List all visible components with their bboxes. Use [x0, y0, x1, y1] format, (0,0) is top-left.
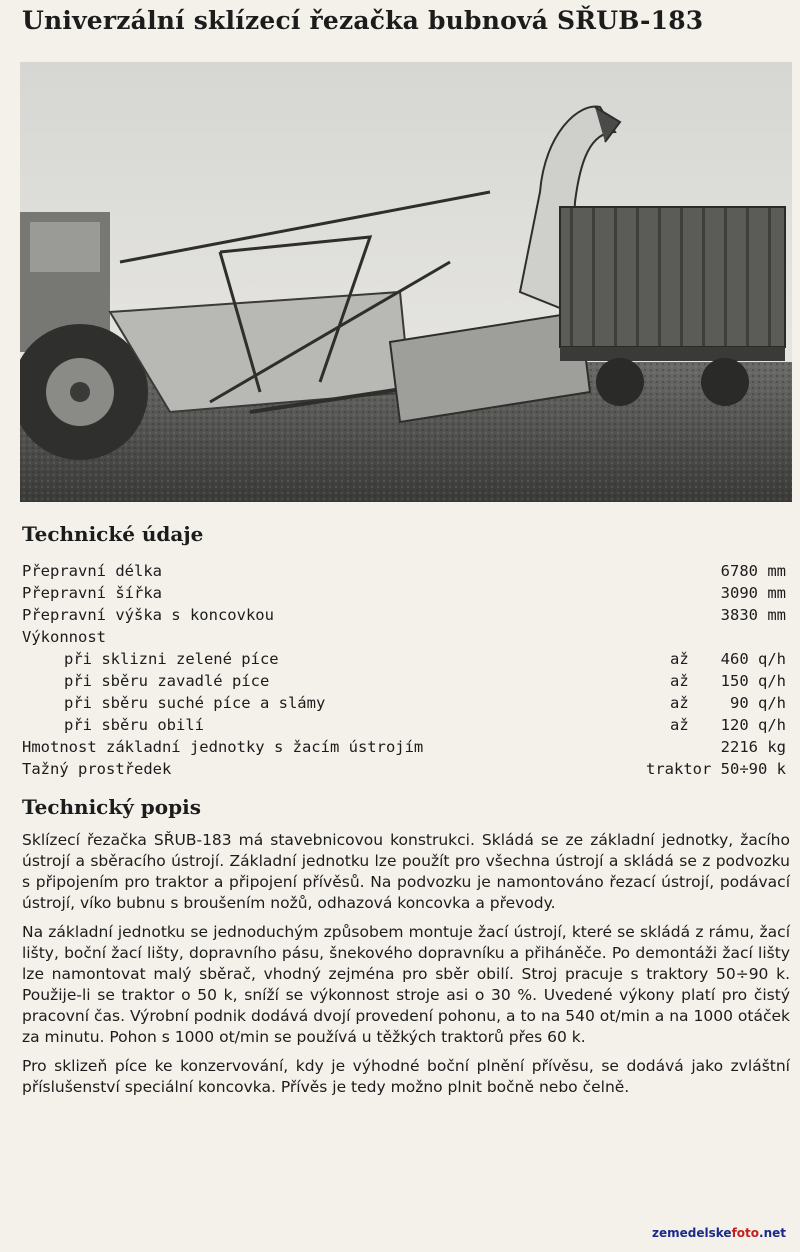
harvester-photo — [20, 62, 792, 502]
spec-value: traktor 50÷90 k — [646, 760, 786, 778]
spec-value: 6780 mm — [720, 562, 786, 580]
spec-row — [22, 714, 790, 736]
spec-row — [22, 582, 790, 604]
page-title: Univerzální sklízecí řezačka bubnová SŘUB-183 — [22, 6, 704, 35]
paragraph: Sklízecí řezačka SŘUB-183 má stavebnicovou konstrukci. Skládá se ze základní jednotky, žacího ústrojí a sběracího ústrojí. Základní jednotku lze použít pro všechna ústrojí a skládá se z podvozku s připojením pro traktor a připojení přívěsů. Na podvozku je namontováno řezací ústrojí, podávací ústrojí, víko bubnu s broušením nožů, odhazová koncovka a převody. — [22, 831, 790, 912]
spec-value: 460 q/h — [720, 650, 786, 668]
spec-label: při sběru obilí — [64, 716, 204, 734]
spec-row — [22, 736, 790, 758]
spec-label: při sběru zavadlé píce — [64, 672, 270, 690]
spec-row — [22, 670, 790, 692]
watermark: zemedelskefoto.net — [652, 1226, 786, 1240]
spec-label: Tažný prostředek — [22, 760, 172, 778]
spec-value: 90 q/h — [730, 694, 786, 712]
spec-value: 120 q/h — [720, 716, 786, 734]
spec-label: při sběru suché píce a slámy — [64, 694, 326, 712]
spec-label: Hmotnost základní jednotky s žacím ústrojím — [22, 738, 424, 756]
specs-heading: Technické údaje — [22, 522, 204, 546]
specs-table — [22, 560, 790, 780]
description — [22, 830, 790, 1106]
spec-label: Přepravní výška s koncovkou — [22, 606, 274, 624]
spec-value: 3830 mm — [720, 606, 786, 624]
spec-prefix: až — [670, 694, 689, 712]
spec-row — [22, 626, 790, 648]
spec-prefix: až — [670, 672, 689, 690]
spec-value: 150 q/h — [720, 672, 786, 690]
spec-row — [22, 604, 790, 626]
spec-row — [22, 692, 790, 714]
spec-row — [22, 560, 790, 582]
spec-label: Přepravní délka — [22, 562, 162, 580]
spec-value: 2216 kg — [720, 738, 786, 756]
spec-label: při sklizni zelené píce — [64, 650, 279, 668]
spec-label: Výkonnost — [22, 628, 106, 646]
spec-value: 3090 mm — [720, 584, 786, 602]
spec-row — [22, 758, 790, 780]
spec-prefix: až — [670, 716, 689, 734]
spec-label: Přepravní šířka — [22, 584, 162, 602]
paragraph: Pro sklizeň píce ke konzervování, kdy je výhodné boční plnění přívěsu, se dodává jako zvláštní příslušenství speciální koncovka. Přívěs je tedy možno plnit bočně nebo čelně. — [22, 1057, 790, 1096]
spec-prefix: až — [670, 650, 689, 668]
desc-heading: Technický popis — [22, 795, 201, 819]
paragraph: Na základní jednotku se jednoduchým způsobem montuje žací ústrojí, které se skládá z rámu, žací lišty, boční žací lišty, dopravního pásu, šnekového dopravníku a přiháněče. Po demontáži žací lišty lze namontovat malý sběrač, vhodný zejména pro sběr obilí. Stroj pracuje s traktory 50÷90 k. Použije-li se traktor o 50 k, sníží se výkonnost stroje asi o 30 %. Uvedené výkony platí pro čistý pracovní čas. Výrobní podnik dodává dvojí provedení pohonu, a to na 540 ot/min a na 1000 otáček za minutu. Pohon s 1000 ot/min se používá u těžkých traktorů přes 60 k. — [22, 923, 790, 1046]
spec-row — [22, 648, 790, 670]
